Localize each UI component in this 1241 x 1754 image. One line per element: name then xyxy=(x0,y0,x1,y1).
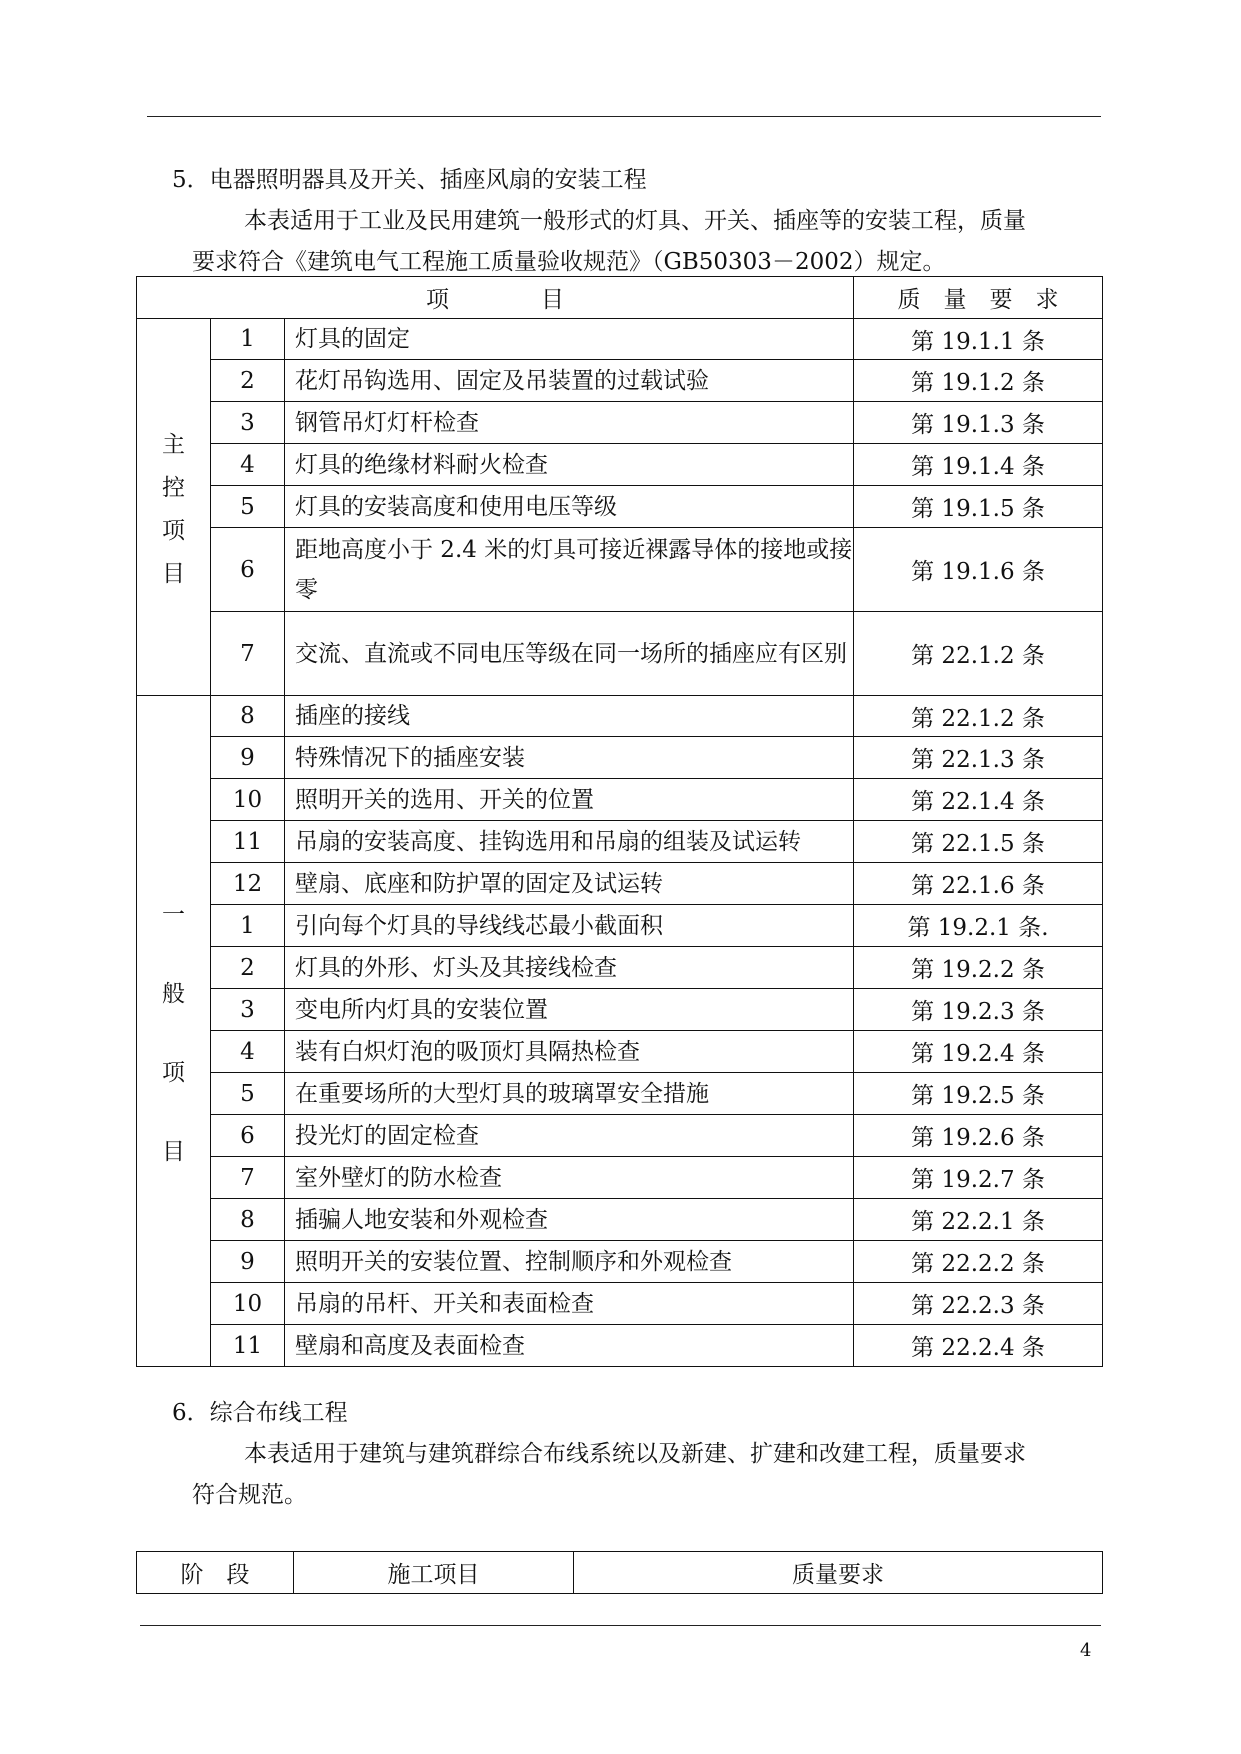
table-row xyxy=(137,1115,1103,1157)
row-item: 花灯吊钩选用、固定及吊装置的过载试验 xyxy=(285,360,854,402)
table-row xyxy=(137,989,1103,1031)
group-label-char: 目 xyxy=(162,1139,185,1165)
row-item: 特殊情况下的插座安装 xyxy=(285,737,854,779)
row-number: 1 xyxy=(211,319,285,360)
table-row xyxy=(137,863,1103,905)
table-row xyxy=(137,402,1103,444)
row-requirement: 第 22.1.2 条 xyxy=(854,696,1103,737)
row-item: 交流、直流或不同电压等级在同一场所的插座应有区别 xyxy=(285,612,854,696)
row-number: 10 xyxy=(211,779,285,821)
row-number: 11 xyxy=(211,821,285,863)
row-number: 5 xyxy=(211,1073,285,1115)
row-item: 照明开关的选用、开关的位置 xyxy=(285,779,854,821)
row-requirement: 第 19.2.6 条 xyxy=(854,1115,1103,1157)
row-requirement: 第 22.2.4 条 xyxy=(854,1325,1103,1367)
header-requirement: 质 量 要 求 xyxy=(854,277,1103,319)
row-requirement: 第 22.2.1 条 xyxy=(854,1199,1103,1241)
table-row xyxy=(137,1031,1103,1073)
table-row xyxy=(137,905,1103,947)
section-6-intro-line1: 本表适用于建筑与建筑群综合布线系统以及新建、扩建和改建工程，质量要求 xyxy=(244,1441,1026,1467)
row-number: 2 xyxy=(211,947,285,989)
header-construction-item: 施工项目 xyxy=(294,1552,574,1594)
row-requirement: 第 22.1.5 条 xyxy=(854,821,1103,863)
row-item: 插骗人地安装和外观检查 xyxy=(285,1199,854,1241)
table-row xyxy=(137,486,1103,528)
row-requirement: 第 19.2.1 条. xyxy=(854,905,1103,947)
table-row xyxy=(137,1157,1103,1199)
group-label-general xyxy=(137,696,211,1367)
table-row xyxy=(137,737,1103,779)
group-label-char: 一 xyxy=(162,902,185,928)
table-row xyxy=(137,696,1103,737)
row-number: 8 xyxy=(211,696,285,737)
row-item: 装有白炽灯泡的吸顶灯具隔热检查 xyxy=(285,1031,854,1073)
row-number: 7 xyxy=(211,1157,285,1199)
page-number: 4 xyxy=(1080,1640,1092,1661)
row-number: 9 xyxy=(211,1241,285,1283)
table-row xyxy=(137,1199,1103,1241)
header-stage: 阶 段 xyxy=(137,1552,294,1594)
row-item: 灯具的外形、灯头及其接线检查 xyxy=(285,947,854,989)
row-requirement: 第 19.2.7 条 xyxy=(854,1157,1103,1199)
table-row xyxy=(137,1325,1103,1367)
row-number: 7 xyxy=(211,612,285,696)
table-row xyxy=(137,1283,1103,1325)
table-row xyxy=(137,612,1103,696)
table-row xyxy=(137,444,1103,486)
row-requirement: 第 22.2.3 条 xyxy=(854,1283,1103,1325)
row-item: 钢管吊灯灯杆检查 xyxy=(285,402,854,444)
row-item: 灯具的绝缘材料耐火检查 xyxy=(285,444,854,486)
row-item: 室外壁灯的防水检查 xyxy=(285,1157,854,1199)
group-label-char: 主 xyxy=(162,432,185,458)
header-rule xyxy=(147,116,1101,117)
group-label-char: 项 xyxy=(162,518,185,544)
row-item: 吊扇的安装高度、挂钩选用和吊扇的组装及试运转 xyxy=(285,821,854,863)
row-requirement: 第 19.1.6 条 xyxy=(854,528,1103,612)
table-row xyxy=(137,779,1103,821)
table-header-row xyxy=(137,1552,1103,1594)
table-row xyxy=(137,319,1103,360)
table-row xyxy=(137,528,1103,612)
row-number: 1 xyxy=(211,905,285,947)
table-row xyxy=(137,821,1103,863)
section-5-table xyxy=(136,276,1103,1367)
row-number: 4 xyxy=(211,1031,285,1073)
header-item: 项 目 xyxy=(137,277,854,319)
row-item: 投光灯的固定检查 xyxy=(285,1115,854,1157)
row-item: 壁扇、底座和防护罩的固定及试运转 xyxy=(285,863,854,905)
row-number: 5 xyxy=(211,486,285,528)
group-label-char: 般 xyxy=(162,981,185,1007)
row-requirement: 第 22.1.6 条 xyxy=(854,863,1103,905)
row-requirement: 第 19.1.5 条 xyxy=(854,486,1103,528)
group-label-char: 控 xyxy=(162,475,185,501)
row-number: 2 xyxy=(211,360,285,402)
row-requirement: 第 19.1.1 条 xyxy=(854,319,1103,360)
table-header-row xyxy=(137,277,1103,319)
section-6-heading: 6．综合布线工程 xyxy=(172,1400,348,1426)
row-requirement: 第 19.2.3 条 xyxy=(854,989,1103,1031)
row-item: 变电所内灯具的安装位置 xyxy=(285,989,854,1031)
row-requirement: 第 19.2.2 条 xyxy=(854,947,1103,989)
row-item: 插座的接线 xyxy=(285,696,854,737)
row-requirement: 第 19.1.4 条 xyxy=(854,444,1103,486)
group-label-main-control xyxy=(137,319,211,696)
footer-rule xyxy=(140,1625,1101,1626)
table-row xyxy=(137,947,1103,989)
row-number: 6 xyxy=(211,1115,285,1157)
row-requirement: 第 22.2.2 条 xyxy=(854,1241,1103,1283)
group-label-char: 项 xyxy=(162,1060,185,1086)
header-quality-requirement: 质量要求 xyxy=(574,1552,1103,1594)
row-item: 灯具的安装高度和使用电压等级 xyxy=(285,486,854,528)
row-requirement: 第 22.1.2 条 xyxy=(854,612,1103,696)
section-5-heading: 5．电器照明器具及开关、插座风扇的安装工程 xyxy=(172,167,647,193)
row-item: 壁扇和高度及表面检查 xyxy=(285,1325,854,1367)
row-item: 在重要场所的大型灯具的玻璃罩安全措施 xyxy=(285,1073,854,1115)
row-requirement: 第 19.2.5 条 xyxy=(854,1073,1103,1115)
row-item: 引向每个灯具的导线线芯最小截面积 xyxy=(285,905,854,947)
row-number: 12 xyxy=(211,863,285,905)
row-number: 3 xyxy=(211,989,285,1031)
section-5-intro-line2: 要求符合《建筑电气工程施工质量验收规范》（GB50303－2002）规定。 xyxy=(192,249,946,275)
row-number: 4 xyxy=(211,444,285,486)
row-item: 吊扇的吊杆、开关和表面检查 xyxy=(285,1283,854,1325)
section-6-table xyxy=(136,1551,1103,1594)
row-item: 距地高度小于 2.4 米的灯具可接近裸露导体的接地或接零 xyxy=(285,528,854,612)
section-6-intro-line2: 符合规范。 xyxy=(192,1482,307,1508)
row-number: 11 xyxy=(211,1325,285,1367)
row-number: 10 xyxy=(211,1283,285,1325)
row-number: 6 xyxy=(211,528,285,612)
row-number: 3 xyxy=(211,402,285,444)
row-item: 照明开关的安装位置、控制顺序和外观检查 xyxy=(285,1241,854,1283)
row-item: 灯具的固定 xyxy=(285,319,854,360)
table-row xyxy=(137,1241,1103,1283)
row-requirement: 第 19.1.3 条 xyxy=(854,402,1103,444)
group-label-char: 目 xyxy=(162,561,185,587)
row-number: 8 xyxy=(211,1199,285,1241)
row-requirement: 第 22.1.3 条 xyxy=(854,737,1103,779)
row-requirement: 第 19.2.4 条 xyxy=(854,1031,1103,1073)
section-5-intro-line1: 本表适用于工业及民用建筑一般形式的灯具、开关、插座等的安装工程，质量 xyxy=(244,208,1026,234)
table-row xyxy=(137,360,1103,402)
row-requirement: 第 19.1.2 条 xyxy=(854,360,1103,402)
row-requirement: 第 22.1.4 条 xyxy=(854,779,1103,821)
table-row xyxy=(137,1073,1103,1115)
row-number: 9 xyxy=(211,737,285,779)
